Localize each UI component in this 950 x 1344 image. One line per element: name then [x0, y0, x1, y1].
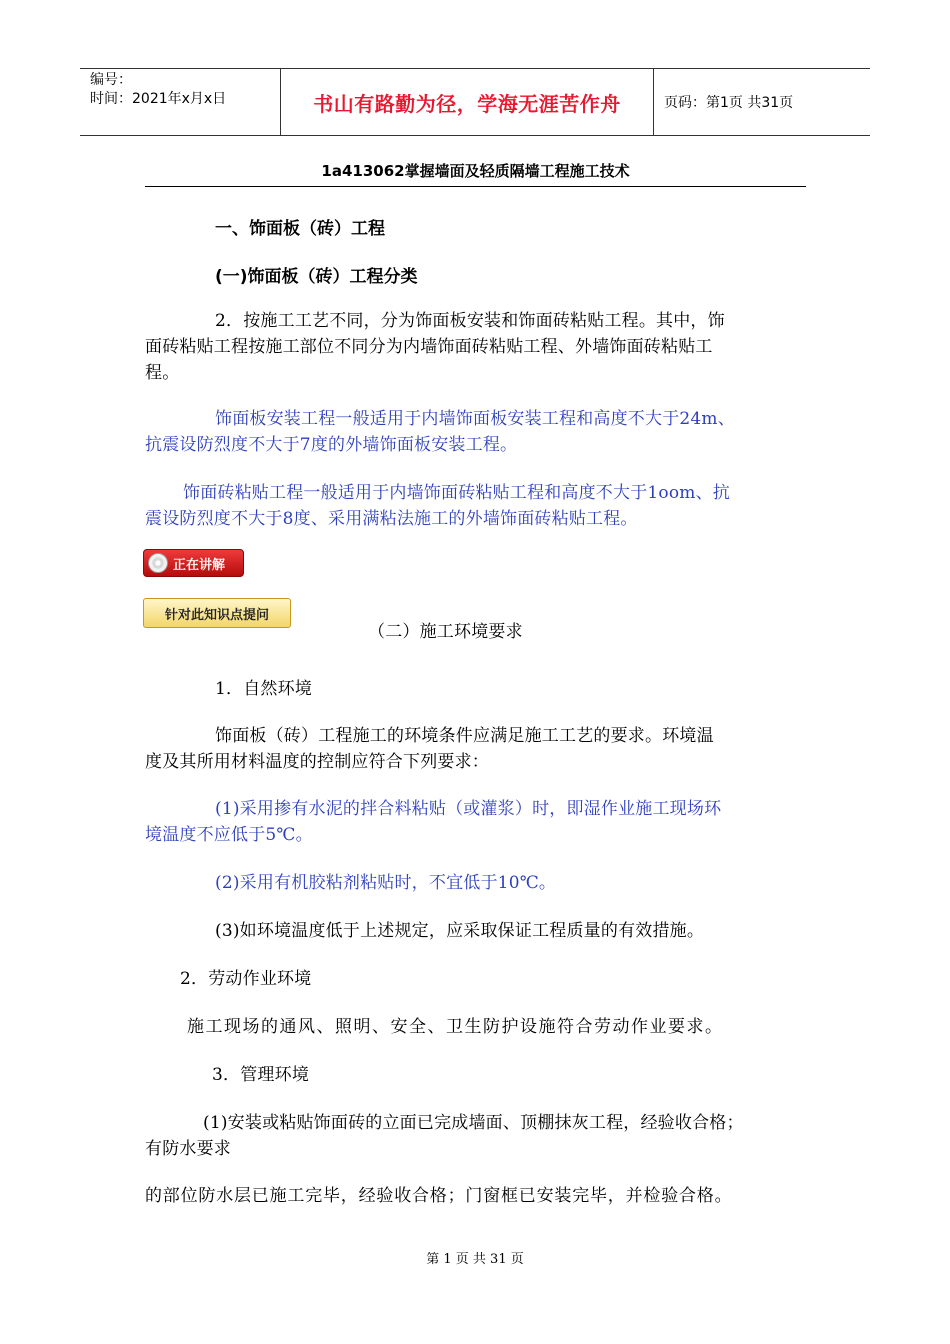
item1-paragraph: [145, 723, 807, 775]
item2-heading: 2．劳动作业环境: [180, 969, 312, 989]
item3-heading: 3．管理环境: [212, 1065, 310, 1085]
ask-question-button[interactable]: [143, 598, 291, 628]
blue2-line2: 震设防烈度不大于8度、采用满粘法施工的外墙饰面砖粘贴工程。: [145, 509, 638, 529]
header-meta: [80, 69, 281, 135]
document-title: 1a413062掌握墙面及轻质隔墙工程施工技术: [145, 160, 806, 187]
requirement-3: (3)如环境温度低于上述规定，应采取保证工程质量的有效措施。: [215, 921, 705, 941]
section2-heading: （二）施工环境要求: [368, 622, 523, 642]
blue-paragraph-1: [145, 406, 807, 458]
lecture-button[interactable]: [143, 549, 244, 577]
page-footer: 第 1 页 共 31 页: [426, 1252, 524, 1267]
section1-subheading: (一)饰面板（砖）工程分类: [215, 267, 418, 287]
section1-heading: 一、饰面板（砖）工程: [215, 219, 385, 239]
item3-line1: (1)安装或粘贴饰面砖的立面已完成墙面、顶棚抹灰工程，经验收合格；: [203, 1113, 744, 1133]
item3-paragraph: [145, 1110, 807, 1162]
req1-line1: (1)采用掺有水泥的拌合料粘贴（或灌浆）时，即湿作业施工现场环: [215, 799, 722, 819]
blue2-line1: 饰面砖粘贴工程一般适用于内墙饰面砖粘贴工程和高度不大于1oom、抗: [183, 483, 731, 503]
section1-paragraph: [145, 308, 807, 386]
ask-question-button-label: 针对此知识点提问: [164, 607, 269, 623]
blue1-line2: 抗震设防烈度不大于7度的外墙饰面板安装工程。: [145, 435, 518, 455]
para1-line1: 2．按施工工艺不同，分为饰面板安装和饰面砖粘贴工程。其中，饰: [215, 311, 725, 331]
lecture-button-label: 正在讲解: [173, 557, 226, 573]
item3-line3: 的部位防水层已施工完毕，经验收合格；门窗框已安装完毕，并检验合格。: [145, 1186, 733, 1206]
header-page-info: [654, 69, 870, 135]
page-info: 页码：第1页 共31页: [664, 95, 794, 111]
req1-line2: 境温度不应低于5℃。: [145, 825, 313, 845]
blue-paragraph-2: [145, 480, 807, 532]
disc-icon: [148, 553, 168, 573]
item3-line2: 有防水要求: [145, 1139, 231, 1159]
requirement-1: [145, 796, 807, 848]
item1-line2: 度及其所用材料温度的控制应符合下列要求：: [145, 752, 489, 772]
item1-line1: 饰面板（砖）工程施工的环境条件应满足施工工艺的要求。环境温: [215, 726, 714, 746]
header-table: [80, 68, 870, 136]
para1-line3: 程。: [145, 363, 180, 383]
motto: 书山有路勤为径，学海无涯苦作舟: [313, 91, 621, 116]
blue1-line1: 饰面板安装工程一般适用于内墙饰面板安装工程和高度不大于24m、: [215, 409, 735, 429]
number-label: 编号：: [90, 72, 132, 88]
requirement-2: (2)采用有机胶粘剂粘贴时，不宜低于10℃。: [215, 873, 557, 893]
item1-heading: 1．自然环境: [215, 679, 313, 699]
header-motto-cell: [281, 69, 654, 135]
item2-paragraph: 施工现场的通风、照明、安全、卫生防护设施符合劳动作业要求。: [187, 1017, 724, 1037]
para1-line2: 面砖粘贴工程按施工部位不同分为内墙饰面砖粘贴工程、外墙饰面砖粘贴工: [145, 337, 713, 357]
time-label: 时间：2021年x月x日: [90, 91, 227, 107]
